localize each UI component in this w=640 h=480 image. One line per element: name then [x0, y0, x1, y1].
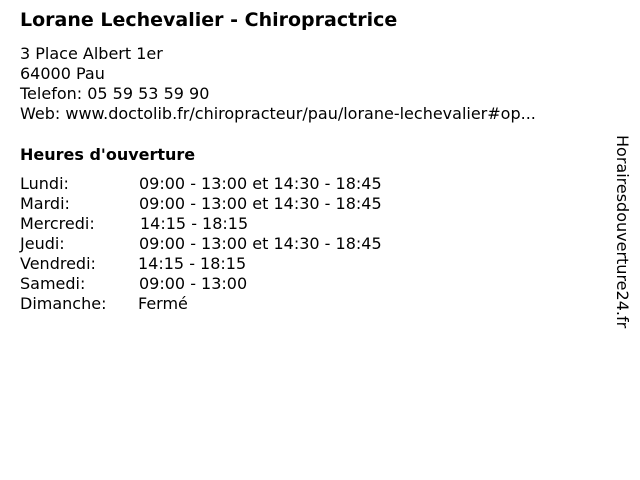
time-value: 09:00 - 13:00	[139, 274, 248, 293]
phone-number: Telefon: 05 59 53 59 90	[20, 84, 210, 103]
day-label: Dimanche:	[20, 294, 107, 313]
hours-row-saturday	[20, 274, 382, 294]
website-link[interactable]: Web: www.doctolib.fr/chiropracteur/pau/lorane-lechevalier#op...	[20, 104, 536, 123]
day-label: Mercredi:	[20, 214, 95, 233]
time-value: Fermé	[138, 294, 188, 313]
hours-row-wednesday	[20, 214, 382, 234]
time-value: 14:15 - 18:15	[140, 214, 249, 233]
time-value: 09:00 - 13:00 et 14:30 - 18:45	[139, 174, 382, 193]
day-label: Vendredi:	[20, 254, 96, 273]
hours-row-tuesday	[20, 194, 382, 214]
hours-row-thursday	[20, 234, 382, 254]
hours-row-monday	[20, 174, 382, 194]
contact-info	[20, 44, 536, 124]
hours-heading: Heures d'ouverture	[20, 145, 196, 164]
hours-row-friday	[20, 254, 382, 274]
time-value: 09:00 - 13:00 et 14:30 - 18:45	[139, 234, 382, 253]
hours-row-sunday	[20, 294, 382, 314]
city: 64000 Pau	[20, 64, 105, 83]
time-value: 14:15 - 18:15	[138, 254, 247, 273]
street-address: 3 Place Albert 1er	[20, 44, 163, 63]
site-watermark: Horairesdouverture24.fr	[613, 135, 632, 329]
day-label: Jeudi:	[20, 234, 65, 253]
page-title: Lorane Lechevalier - Chiropractrice	[20, 9, 398, 31]
hours-table	[20, 174, 382, 314]
day-label: Samedi:	[20, 274, 86, 293]
time-value: 09:00 - 13:00 et 14:30 - 18:45	[139, 194, 382, 213]
day-label: Mardi:	[20, 194, 70, 213]
day-label: Lundi:	[20, 174, 69, 193]
